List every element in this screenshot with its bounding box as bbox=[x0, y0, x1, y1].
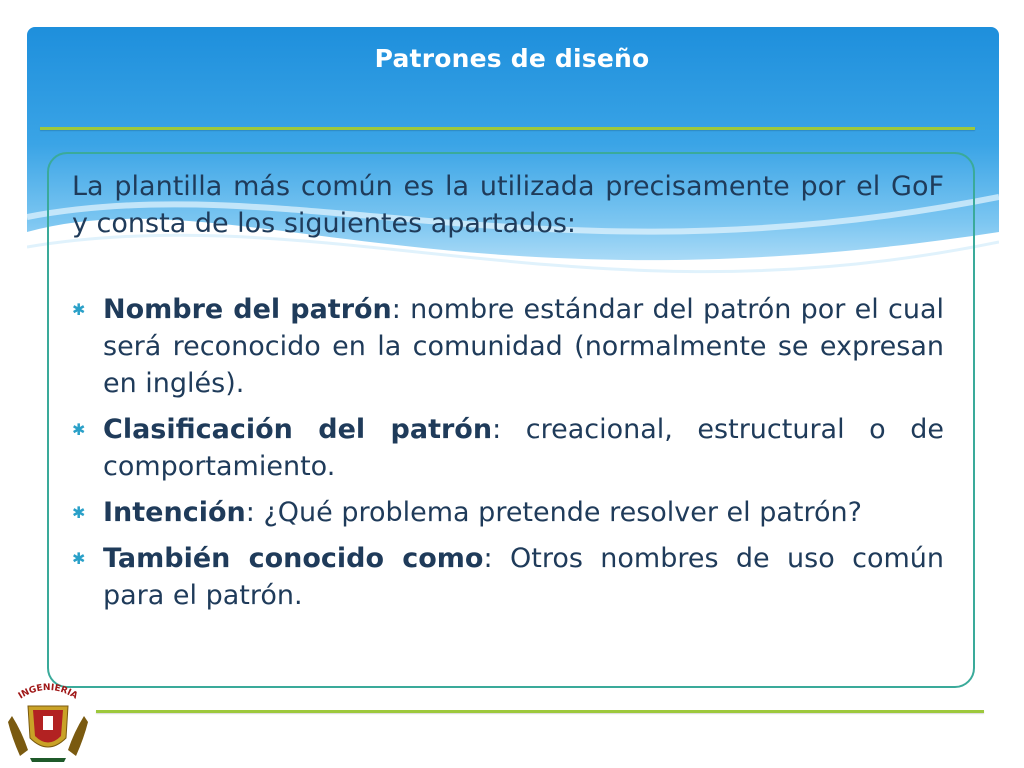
slide-content bbox=[72, 168, 944, 623]
engineering-faculty-logo bbox=[6, 676, 90, 764]
asterisk-bullet-icon: ✱ bbox=[72, 503, 86, 522]
footer-divider bbox=[96, 710, 984, 713]
bullet-separator: : bbox=[492, 414, 502, 445]
bullet-item bbox=[72, 291, 944, 402]
bullet-item bbox=[72, 411, 944, 485]
bullet-term: Clasificación del patrón bbox=[103, 414, 493, 445]
bullet-text: Otros nombres de uso común para el patrón. bbox=[103, 543, 944, 611]
bullet-term: Nombre del patrón bbox=[103, 294, 392, 325]
asterisk-bullet-icon: ✱ bbox=[72, 300, 86, 319]
slide-title: Patrones de diseño bbox=[374, 44, 650, 73]
asterisk-bullet-icon: ✱ bbox=[72, 549, 86, 568]
title-divider bbox=[40, 127, 975, 130]
bullet-separator: : bbox=[483, 543, 493, 574]
bullet-text: creacional, estructural o de comportamiento. bbox=[103, 414, 944, 482]
bullet-item bbox=[72, 540, 944, 614]
svg-text:INGENIERIA: INGENIERIA bbox=[16, 682, 80, 702]
bullet-term: Intención bbox=[103, 497, 246, 528]
bullet-separator: : bbox=[391, 294, 401, 325]
bullet-list bbox=[72, 291, 944, 614]
bullet-text: ¿Qué problema pretende resolver el patrón? bbox=[254, 497, 862, 528]
asterisk-bullet-icon: ✱ bbox=[72, 420, 86, 439]
bullet-text: nombre estándar del patrón por el cual será reconocido en la comunidad (normalmente se expresan en inglés). bbox=[103, 294, 944, 399]
bullet-separator: : bbox=[245, 497, 255, 528]
bullet-item bbox=[72, 494, 944, 531]
bullet-term: También conocido como bbox=[103, 543, 484, 574]
intro-paragraph: La plantilla más común es la utilizada precisamente por el GoF y consta de los siguientes apartados: bbox=[72, 171, 944, 239]
